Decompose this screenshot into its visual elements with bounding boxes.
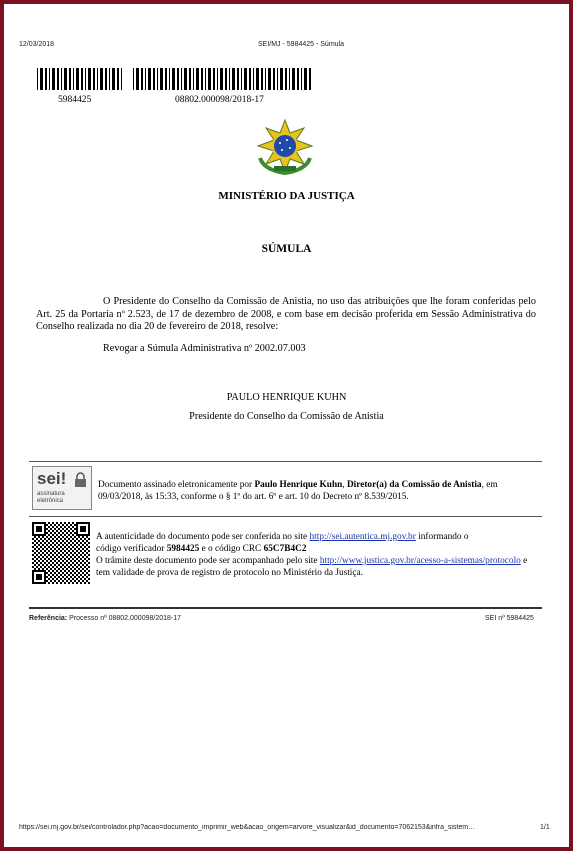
barcode-bar	[64, 68, 67, 90]
coat-of-arms-icon	[254, 118, 316, 176]
page-number: 1/1	[540, 824, 550, 831]
barcode-bar	[136, 68, 139, 90]
document-title: SÚMULA	[261, 243, 312, 255]
barcode-bar	[121, 68, 122, 90]
barcode-bar	[289, 68, 290, 90]
barcode-bar	[193, 68, 194, 90]
barcode-bar	[232, 68, 235, 90]
crc-code: 65C7B4C2	[263, 544, 307, 554]
barcode-bar	[189, 68, 191, 90]
auth-line2-mid: e o código CRC	[199, 544, 264, 554]
signature-role: Diretor(a) da Comissão de Anistia	[346, 480, 482, 490]
barcode-bar	[61, 68, 62, 90]
barcode-bar	[244, 68, 247, 90]
barcode-bar	[169, 68, 170, 90]
barcode-bar	[97, 68, 98, 90]
barcode-bar	[49, 68, 50, 90]
auth-line3-post: e tem validade de prova de registro de protocolo no Ministério da Justiça.	[96, 556, 528, 578]
barcode-bar	[280, 68, 283, 90]
barcode-bar	[297, 68, 299, 90]
auth-line2-pre: código verificador	[96, 544, 167, 554]
barcode-document-id	[37, 68, 125, 90]
barcode-bar	[229, 68, 230, 90]
barcode-bar	[241, 68, 242, 90]
ministry-heading: MINISTÉRIO DA JUSTIÇA	[218, 190, 355, 202]
barcode-bar	[85, 68, 86, 90]
barcode-bar	[208, 68, 211, 90]
barcode-bar	[88, 68, 91, 90]
sei-signature-logo	[32, 466, 92, 510]
sei-logo-sub2: eletrônica	[37, 498, 64, 504]
barcode-bar	[181, 68, 182, 90]
protocol-link[interactable]: http://www.justica.gov.br/acesso-a-sistemas/protocolo	[319, 556, 521, 566]
barcode-bar	[117, 68, 119, 90]
barcode-bar	[172, 68, 175, 90]
authentication-statement	[96, 531, 538, 579]
barcode-left-number: 5984425	[58, 95, 92, 105]
barcode-bar	[153, 68, 155, 90]
barcode-bar	[205, 68, 206, 90]
barcode-right-number: 08802.000098/2018-17	[175, 95, 264, 105]
barcode-bar	[253, 68, 254, 90]
barcode-bar	[100, 68, 103, 90]
authentication-link[interactable]: http://sei.autentica.mj.gov.br	[309, 532, 416, 542]
divider-bottom	[29, 607, 542, 609]
qr-code-icon	[32, 522, 90, 584]
barcode-bar	[225, 68, 227, 90]
barcode-bar	[76, 68, 79, 90]
barcode-bar	[196, 68, 199, 90]
barcode-bar	[145, 68, 146, 90]
barcode-bar	[45, 68, 47, 90]
reference-line	[29, 615, 181, 622]
barcode-bar	[160, 68, 163, 90]
verification-code: 5984425	[166, 544, 200, 554]
page-url: https://sei.mj.gov.br/sei/controlador.php?acao=documento_imprimir_web&acao_origem=arvore_visualizar&id_documento=7062153&infra_sistem…	[19, 824, 476, 831]
auth-line1-post: informando o	[415, 532, 469, 542]
barcode-bar	[69, 68, 71, 90]
divider-top	[29, 461, 542, 462]
barcode-bar	[109, 68, 110, 90]
barcode-bar	[220, 68, 223, 90]
barcode-bar	[292, 68, 295, 90]
reference-label: Referência:	[29, 615, 68, 622]
sei-logo-text: sei!	[37, 469, 67, 488]
print-date: 12/03/2018	[19, 41, 55, 48]
reference-sei-number: SEI nº 5984425	[485, 615, 534, 622]
barcode-bar	[52, 68, 55, 90]
auth-line3-pre: O trâmite deste documento pode ser acompanhado pelo site	[96, 556, 320, 566]
barcode-bar	[73, 68, 74, 90]
barcode-bar	[177, 68, 179, 90]
barcode-bar	[273, 68, 275, 90]
barcode-bar	[93, 68, 95, 90]
reference-process: Processo nº 08802.000098/2018-17	[67, 615, 182, 622]
barcode-bar	[105, 68, 107, 90]
signature-signer: Paulo Henrique Kuhn	[254, 480, 343, 490]
signer-name: PAULO HENRIQUE KUHN	[226, 392, 347, 403]
barcode-bar	[157, 68, 158, 90]
barcode-bar	[213, 68, 215, 90]
barcode-bar	[285, 68, 287, 90]
barcode-bar	[184, 68, 187, 90]
auth-line1-pre: A autenticidade do documento pode ser conferida no site	[96, 532, 310, 542]
document-reference: SEI/MJ - 5984425 - Súmula	[258, 41, 344, 48]
barcode-bar	[81, 68, 83, 90]
barcode-bar	[304, 68, 307, 90]
signature-text-pre: Documento assinado eletronicamente por	[98, 480, 255, 490]
body-paragraph: O Presidente do Conselho da Comissão de Anistia, no uso das atribuições que lhe foram conferidas pelo Art. 25 da Portaria nº 2.523, de 17 de dezembro de 2008, e com base em decisão proferida em Sessão Administrativa do Conselho realizada no dia 20 de fevereiro de 2018, resolve:	[36, 296, 536, 333]
barcode-bar	[141, 68, 143, 90]
barcode-bar	[217, 68, 218, 90]
signature-text-mid: ,	[342, 480, 347, 490]
barcode-bar	[237, 68, 239, 90]
divider-middle	[29, 516, 542, 517]
barcode-bar	[268, 68, 271, 90]
resolution-paragraph: Revogar a Súmula Administrativa nº 2002.07.003	[103, 343, 306, 354]
barcode-bar	[165, 68, 167, 90]
sei-logo-subtitle	[37, 491, 65, 505]
barcode-bar	[112, 68, 115, 90]
barcode-process-number	[133, 68, 311, 90]
sei-logo-sub1: assinatura	[37, 491, 65, 497]
barcode-bar	[249, 68, 251, 90]
barcode-bar	[201, 68, 203, 90]
barcode-bar	[256, 68, 259, 90]
barcode-bar	[57, 68, 59, 90]
barcode-bar	[309, 68, 311, 90]
lock-icon	[74, 472, 87, 488]
barcode-bar	[148, 68, 151, 90]
barcode-bar	[265, 68, 266, 90]
barcode-bar	[133, 68, 134, 90]
barcode-bar	[40, 68, 43, 90]
signature-statement	[98, 479, 538, 503]
barcode-bar	[261, 68, 263, 90]
barcode-bar	[277, 68, 278, 90]
signer-role: Presidente do Conselho da Comissão de Anistia	[189, 411, 384, 422]
signature-text-post: , em 09/03/2018, às 15:33, conforme o § 1º do art. 6º e art. 10 do Decreto nº 8.539/2015.	[98, 480, 498, 502]
barcode-bar	[37, 68, 38, 90]
barcode-bar	[301, 68, 302, 90]
